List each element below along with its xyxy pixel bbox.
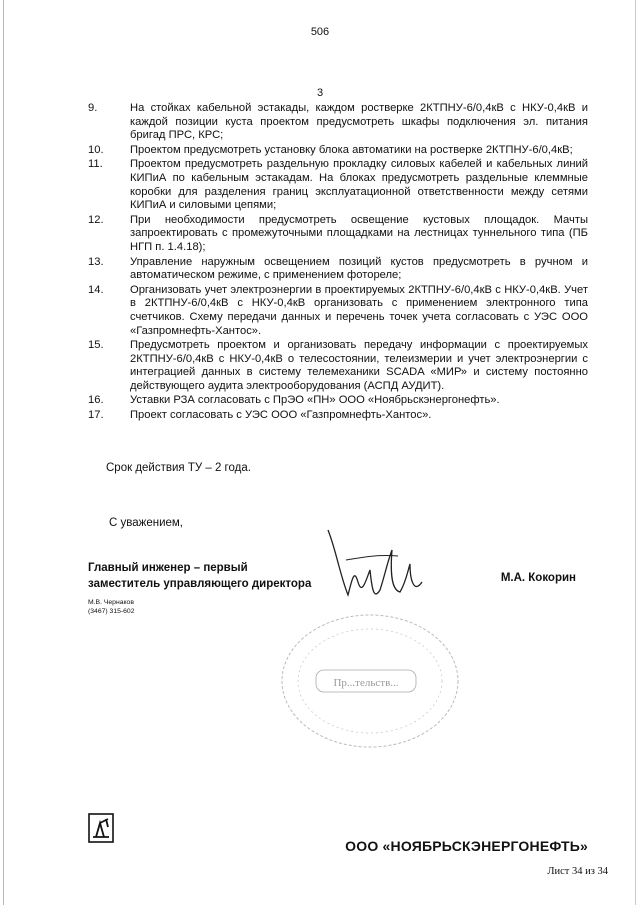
signatory-title-line2: заместитель управляющего директора (88, 578, 312, 590)
list-item (88, 144, 588, 158)
regards-text: С уважением, (109, 517, 183, 529)
item-text: Уставки РЗА согласовать с ПрЭО «ПН» ООО «Ноябрьскэнергонефть». (130, 394, 500, 407)
list-item (88, 256, 588, 283)
scan-edge-right (635, 0, 636, 905)
executor-name: М.В. Чернаков (88, 599, 134, 606)
item-number: 11. (88, 158, 103, 171)
item-number: 13. (88, 255, 104, 268)
item-number: 17. (88, 409, 104, 422)
executor-info (88, 598, 134, 616)
requirements-list (88, 102, 588, 423)
company-logo-icon (88, 813, 114, 848)
validity-text: Срок действия ТУ – 2 года. (106, 462, 251, 474)
item-text: Управление наружным освещением позиций кустов предусмотреть в ручном и автоматическом режиме, с применением фотореле; (130, 255, 588, 282)
list-item (88, 102, 588, 143)
list-item (88, 214, 588, 255)
list-item (88, 394, 588, 408)
item-number: 10. (88, 143, 104, 156)
page-number: 506 (310, 26, 330, 38)
item-text: Предусмотреть проектом и организовать передачу информации с проектируемых 2КТПНУ-6/0,4кВ с НКУ-0,4кВ о телесостоянии, телеизмерии и учет электроэнергии с интеграцией данных в систему телемеханики SCADA «МИР» и систему постоянно действующего аудита электрооборудования (АСПД АУДИТ). (130, 339, 588, 392)
handwritten-signature (318, 520, 438, 615)
scan-edge-left (3, 0, 4, 905)
item-text: При необходимости предусмотреть освещение кустовых площадок. Мачты запроектировать с промежуточными площадками на лестницах туннельного типа (ПБ НГП п. 1.4.18); (130, 213, 588, 253)
item-number: 9. (88, 102, 98, 114)
item-text: Проект согласовать с УЭС ООО «Газпромнефть-Хантос». (130, 409, 432, 422)
item-number: 12. (88, 213, 104, 226)
item-text: На стойках кабельной эстакады, каждом ростверке 2КТПНУ-6/0,4кВ с НКУ-0,4кВ и каждой позиции куста проектом предусмотреть шкафы подключения эл. питания бригад ПРС, КРС; (130, 102, 588, 142)
faded-stamp (270, 606, 470, 761)
signatory-name: М.А. Кокорин (500, 572, 576, 584)
sheet-number: Лист 34 из 34 (547, 866, 608, 877)
company-name: ООО «НОЯБРЬСКЭНЕРГОНЕФТЬ» (345, 838, 588, 854)
executor-phone: (3467) 315-602 (88, 608, 135, 615)
list-item (88, 284, 588, 338)
item-text: Проектом предусмотреть установку блока автоматики на ростверке 2КТПНУ-6/0,4кВ; (130, 143, 573, 156)
item-text: Проектом предусмотреть раздельную прокладку силовых кабелей и кабельных линий КИПиА по кабельным эстакадам. На блоках предусмотреть раздельные клеммные коробки для разделения границ эксплуатационной ответственности между сетями КИПиА и силовыми цепями; (130, 158, 588, 212)
svg-text:Пр...тельств...: Пр...тельств... (333, 677, 399, 689)
inner-page-number: 3 (316, 87, 324, 99)
signatory-title-line1: Главный инженер – первый (88, 562, 248, 574)
list-item (88, 409, 588, 423)
item-number: 15. (88, 339, 104, 352)
list-item (88, 339, 588, 393)
item-number: 16. (88, 394, 104, 407)
item-number: 14. (88, 283, 104, 296)
list-item (88, 158, 588, 212)
item-text: Организовать учет электроэнергии в проектируемых 2КТПНУ-6/0,4кВ с НКУ-0,4кВ. Учет в 2КТПНУ-6/0,4кВ с НКУ-0,4кВ организовать с применением электронного типа счетчиков. Схему передачи данных и перечень точек учета согласовать с УЭС ООО «Газпромнефть-Хантос». (130, 283, 588, 337)
signatory-title (88, 560, 311, 592)
